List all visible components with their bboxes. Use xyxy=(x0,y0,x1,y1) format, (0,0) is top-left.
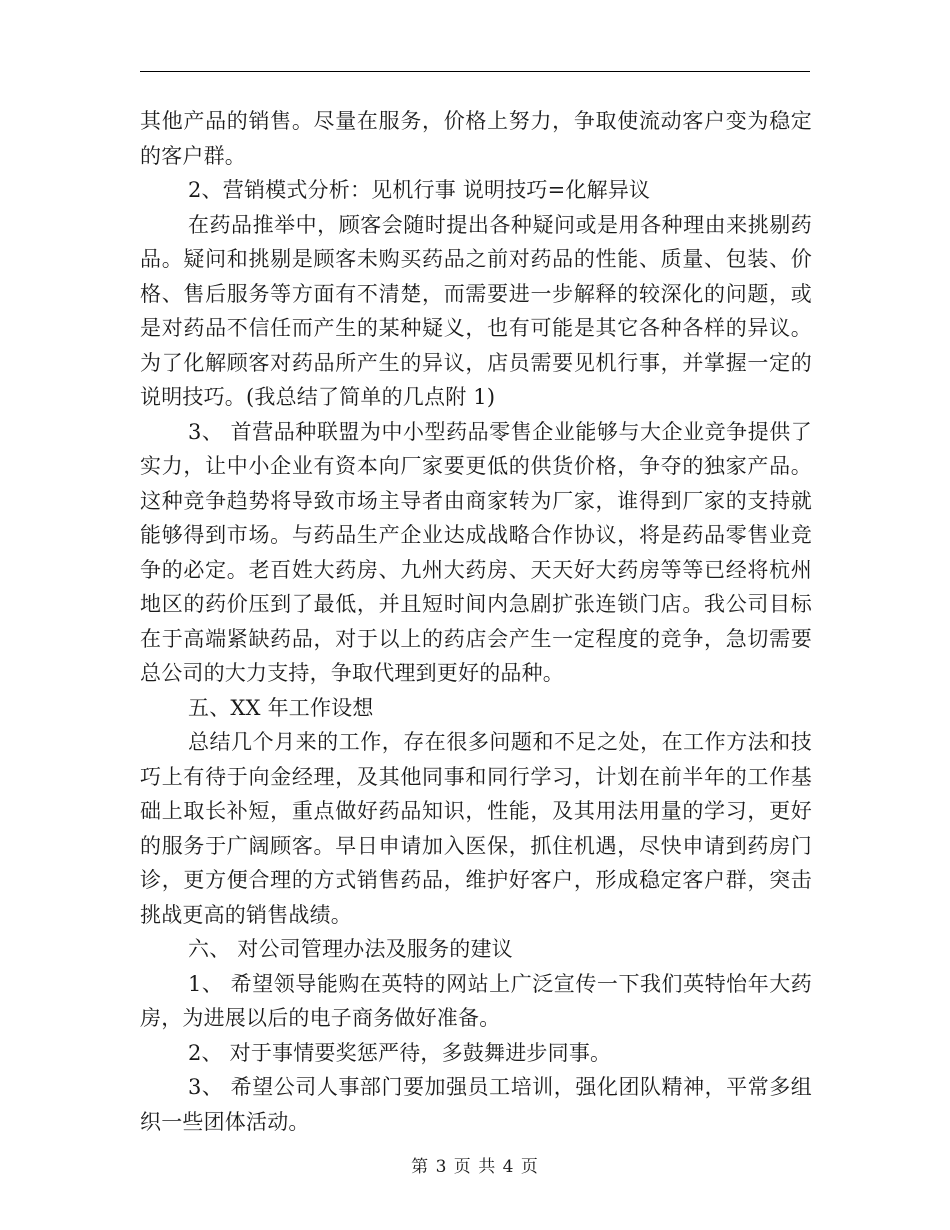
paragraph: 总结几个月来的工作，存在很多问题和不足之处，在工作方法和技巧上有待于向金经理，及其他同事和同行学习，计划在前半年的工作基础上取长补短，重点做好药品知识，性能，及其用法用量的学习，更好的服务于广阔顾客。早日申请加入医保，抓住机遇，尽快申请到药房门诊，更方便合理的方式销售药品，维护好客户，形成稳定客户群，突击挑战更高的销售战绩。 xyxy=(140,730,812,927)
paragraph: 其他产品的销售。尽量在服务，价格上努力，争取使流动客户变为稳定的客户群。 xyxy=(140,109,812,168)
header-rule xyxy=(140,71,810,72)
document-body xyxy=(140,104,812,1139)
section-heading-suggestions: 六、 对公司管理办法及服务的建议 xyxy=(188,937,513,961)
list-item: 3、 希望公司人事部门要加强员工培训，强化团队精神，平常多组织一些团体活动。 xyxy=(140,1075,812,1134)
paragraph: 在药品推举中，顾客会随时提出各种疑问或是用各种理由来挑剔药品。疑问和挑剔是顾客未购买药品之前对药品的性能、质量、包装、价格、售后服务等方面有不清楚，而需要进一步解释的较深化的问题，或是对药品不信任而产生的某种疑义，也有可能是其它各种各样的异议。为了化解顾客对药品所产生的异议，店员需要见机行事，并掌握一定的说明技巧。(我总结了简单的几点附 1) xyxy=(140,212,812,409)
page-number: 第 3 页 共 4 页 xyxy=(411,1157,539,1177)
list-item: 2、 对于事情要奖惩严待，多鼓舞进步同事。 xyxy=(188,1040,612,1065)
list-item: 1、 希望领导能购在英特的网站上广泛宣传一下我们英特怡年大药房，为进展以后的电子商务做好准备。 xyxy=(140,971,812,1030)
section-heading-work-plan: 五、XX 年工作设想 xyxy=(188,695,374,720)
section-heading-marketing-mode: 2、营销模式分析：见机行事 说明技巧=化解异议 xyxy=(188,178,651,202)
paragraph: 3、 首营品种联盟为中小型药品零售企业能够与大企业竞争提供了实力，让中小企业有资本向厂家要更低的供货价格，争夺的独家产品。这种竞争趋势将导致市场主导者由商家转为厂家，谁得到厂家的支持就能够得到市场。与药品生产企业达成战略合作协议，将是药品零售业竞争的必定。老百姓大药房、九州大药房、天天好大药房等等已经将杭州地区的药价压到了最低，并且短时间内急剧扩张连锁门店。我公司目标在于高端紧缺药品，对于以上的药店会产生一定程度的竞争，急切需要总公司的大力支持，争取代理到更好的品种。 xyxy=(140,419,812,685)
